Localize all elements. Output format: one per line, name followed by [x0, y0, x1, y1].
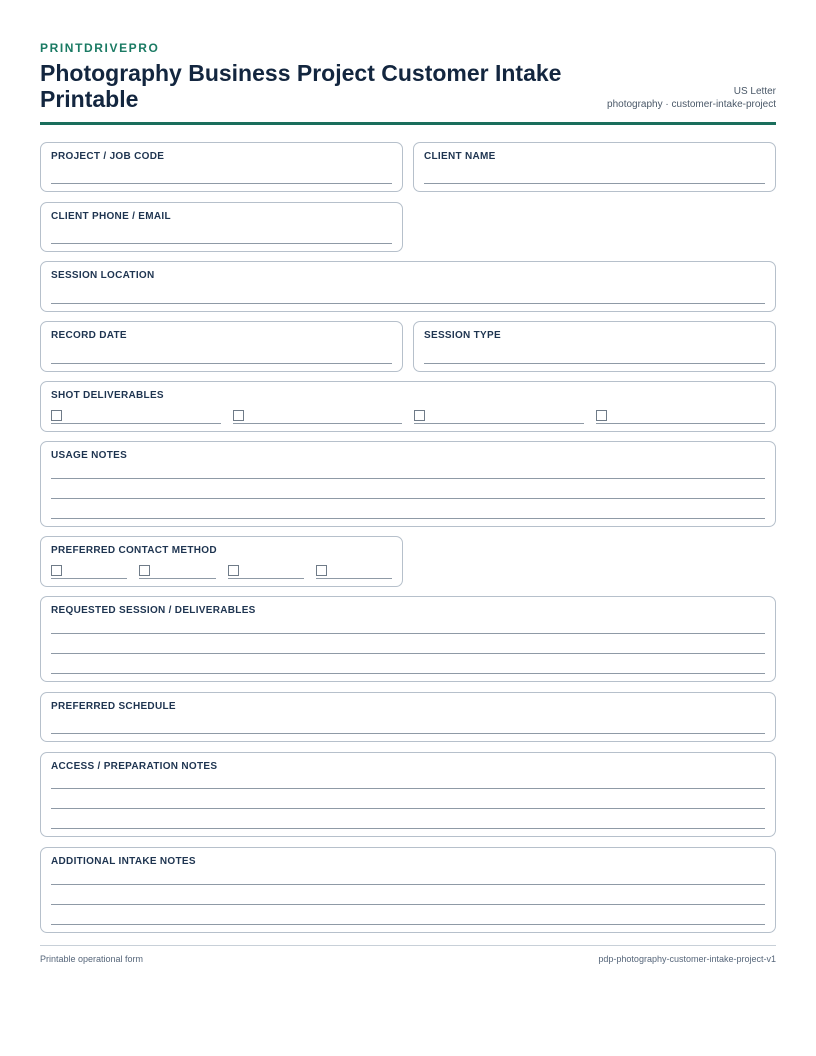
- additional-notes-line-2[interactable]: [51, 904, 765, 905]
- project-job-code-field: [40, 142, 403, 192]
- field-label: PREFERRED CONTACT METHOD: [51, 545, 217, 556]
- checkbox[interactable]: [139, 565, 150, 576]
- usage-notes-line-3[interactable]: [51, 518, 765, 519]
- field-label: SESSION TYPE: [424, 330, 501, 341]
- deliverable-option-1[interactable]: [51, 409, 221, 424]
- field-label: CLIENT NAME: [424, 151, 496, 162]
- deliverable-option-3[interactable]: [414, 409, 584, 424]
- checkbox[interactable]: [596, 410, 607, 421]
- field-label: RECORD DATE: [51, 330, 127, 341]
- requested-session-line-3[interactable]: [51, 673, 765, 674]
- client-name-input-line[interactable]: [424, 183, 765, 184]
- project-job-code-input-line[interactable]: [51, 183, 392, 184]
- additional-notes-line-1[interactable]: [51, 884, 765, 885]
- access-preparation-notes-field: [40, 752, 776, 837]
- footer-form-type: Printable operational form: [40, 954, 144, 964]
- shot-deliverables-options: [51, 409, 765, 424]
- access-notes-line-1[interactable]: [51, 788, 765, 789]
- record-date-input-line[interactable]: [51, 363, 392, 364]
- footer-form-id: pdp-photography-customer-intake-project-v1: [598, 954, 776, 964]
- preferred-contact-method-field: [40, 536, 403, 587]
- client-name-field: [413, 142, 776, 192]
- contact-option-3[interactable]: [228, 564, 304, 579]
- additional-notes-line-3[interactable]: [51, 924, 765, 925]
- field-label: REQUESTED SESSION / DELIVERABLES: [51, 605, 256, 616]
- record-date-field: [40, 321, 403, 372]
- session-location-input-line[interactable]: [51, 303, 765, 304]
- checkbox[interactable]: [316, 565, 327, 576]
- access-notes-line-3[interactable]: [51, 828, 765, 829]
- preferred-schedule-field: [40, 692, 776, 742]
- usage-notes-field: [40, 441, 776, 527]
- form-tags: photography · customer-intake-project: [607, 99, 776, 110]
- requested-session-deliverables-field: [40, 596, 776, 682]
- client-phone-email-field: [40, 202, 403, 252]
- checkbox[interactable]: [51, 565, 62, 576]
- field-label: CLIENT PHONE / EMAIL: [51, 211, 171, 222]
- usage-notes-line-1[interactable]: [51, 478, 765, 479]
- contact-option-2[interactable]: [139, 564, 215, 579]
- field-label: PROJECT / JOB CODE: [51, 151, 165, 162]
- usage-notes-line-2[interactable]: [51, 498, 765, 499]
- deliverable-option-4[interactable]: [596, 409, 766, 424]
- field-label: ADDITIONAL INTAKE NOTES: [51, 856, 196, 867]
- field-label: SESSION LOCATION: [51, 270, 155, 281]
- checkbox[interactable]: [228, 565, 239, 576]
- page-title: Photography Business Project Customer Intake Printable: [40, 60, 562, 112]
- access-notes-line-2[interactable]: [51, 808, 765, 809]
- contact-method-options: [51, 564, 392, 579]
- shot-deliverables-field: [40, 381, 776, 432]
- client-phone-email-input-line[interactable]: [51, 243, 392, 244]
- additional-intake-notes-field: [40, 847, 776, 933]
- page-meta: [607, 85, 776, 111]
- field-label: PREFERRED SCHEDULE: [51, 701, 176, 712]
- field-label: SHOT DELIVERABLES: [51, 390, 164, 401]
- field-label: USAGE NOTES: [51, 450, 128, 461]
- deliverable-option-2[interactable]: [233, 409, 403, 424]
- contact-option-4[interactable]: [316, 564, 392, 579]
- requested-session-line-2[interactable]: [51, 653, 765, 654]
- checkbox[interactable]: [414, 410, 425, 421]
- field-label: ACCESS / PREPARATION NOTES: [51, 761, 218, 772]
- contact-option-1[interactable]: [51, 564, 127, 579]
- session-type-field: [413, 321, 776, 372]
- requested-session-line-1[interactable]: [51, 633, 765, 634]
- checkbox[interactable]: [233, 410, 244, 421]
- preferred-schedule-input-line[interactable]: [51, 733, 765, 734]
- session-location-field: [40, 261, 776, 312]
- session-type-input-line[interactable]: [424, 363, 765, 364]
- paper-size: US Letter: [733, 86, 776, 97]
- checkbox[interactable]: [51, 410, 62, 421]
- footer-divider: [40, 945, 776, 946]
- header-divider: [40, 122, 776, 125]
- brand-name: PRINTDRIVEPRO: [40, 41, 160, 55]
